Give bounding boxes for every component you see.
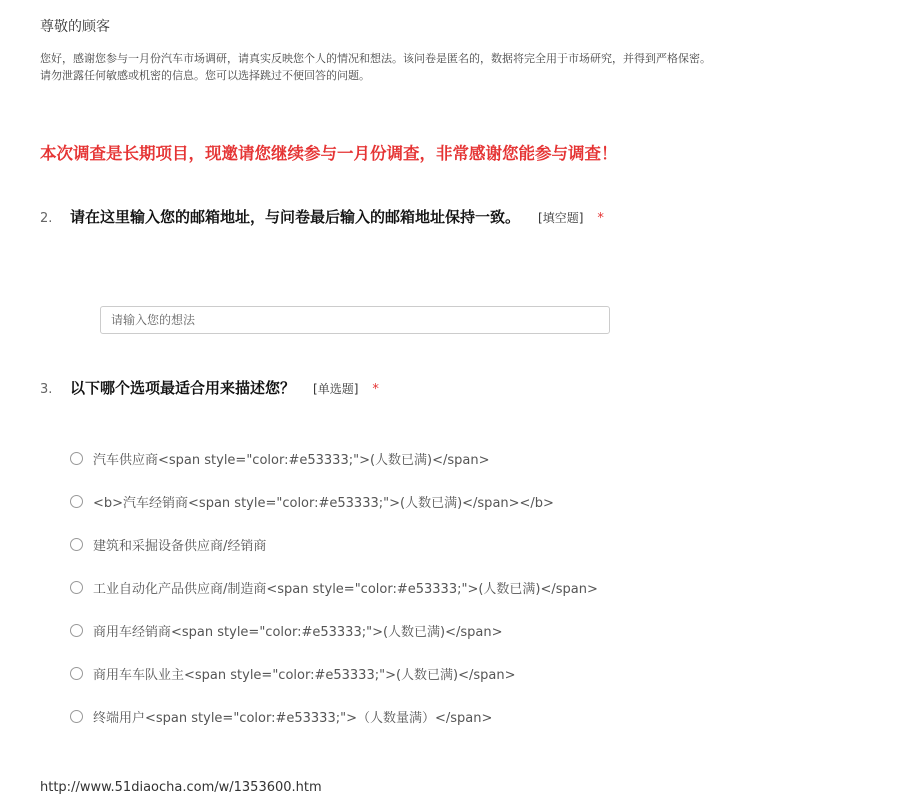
long-term-notice: 本次调查是长期项目，现邀请您继续参与一月份调查，非常感谢您能参与调查！ xyxy=(40,144,618,163)
radio-circle-icon[interactable] xyxy=(70,495,83,508)
question-title: 以下哪个选项最适合用来描述您？ xyxy=(70,379,296,397)
question-title: 请在这里输入您的邮箱地址，与问卷最后输入的邮箱地址保持一致。 xyxy=(70,208,521,226)
radio-circle-icon[interactable] xyxy=(70,710,83,723)
greeting-title: 尊敬的顾客 xyxy=(40,19,110,35)
required-marker: * xyxy=(372,382,379,397)
required-marker: * xyxy=(597,211,604,226)
option-industrial-automation[interactable] xyxy=(70,578,598,597)
radio-circle-icon[interactable] xyxy=(70,538,83,551)
option-label: 终端用户<span style="color:#e53333;">（人数量满）</span> xyxy=(93,711,493,726)
intro-line: 您好，感谢您参与一月份汽车市场调研，请真实反映您个人的情况和想法。该问卷是匿名的，数据将完全用于市场研究，并得到严格保密。 xyxy=(40,52,711,65)
option-label: 商用车经销商<span style="color:#e53333;">(人数已满)</span> xyxy=(93,625,503,640)
option-fleet-owner[interactable] xyxy=(70,664,516,683)
option-construction-equipment[interactable] xyxy=(70,535,266,554)
option-auto-supplier[interactable] xyxy=(70,449,490,468)
question-type-label: [填空题] xyxy=(538,211,584,225)
question-2-header xyxy=(40,206,604,227)
radio-circle-icon[interactable] xyxy=(70,581,83,594)
source-url: http://www.51diaocha.com/w/1353600.htm xyxy=(40,780,322,795)
option-auto-dealer[interactable] xyxy=(70,492,554,511)
question-number: 2. xyxy=(40,211,53,226)
option-end-user[interactable] xyxy=(70,707,492,726)
survey-intro xyxy=(40,50,860,84)
radio-circle-icon[interactable] xyxy=(70,624,83,637)
question-number: 3. xyxy=(40,382,53,397)
option-label: 汽车供应商<span style="color:#e53333;">(人数已满)</span> xyxy=(93,453,490,468)
radio-circle-icon[interactable] xyxy=(70,452,83,465)
radio-circle-icon[interactable] xyxy=(70,667,83,680)
question-3-header xyxy=(40,377,379,398)
option-label: <b>汽车经销商<span style="color:#e53333;">(人数已满)</span></b> xyxy=(93,496,554,511)
question-type-label: [单选题] xyxy=(313,382,359,396)
option-label: 工业自动化产品供应商/制造商<span style="color:#e53333;">(人数已满)</span> xyxy=(93,582,598,597)
option-label: 商用车车队业主<span style="color:#e53333;">(人数已满)</span> xyxy=(93,668,516,683)
option-label: 建筑和采掘设备供应商/经销商 xyxy=(93,539,267,554)
intro-line: 请勿泄露任何敏感或机密的信息。您可以选择跳过不便回答的问题。 xyxy=(40,69,370,82)
option-commercial-vehicle-dealer[interactable] xyxy=(70,621,503,640)
email-answer-input[interactable] xyxy=(100,306,610,334)
